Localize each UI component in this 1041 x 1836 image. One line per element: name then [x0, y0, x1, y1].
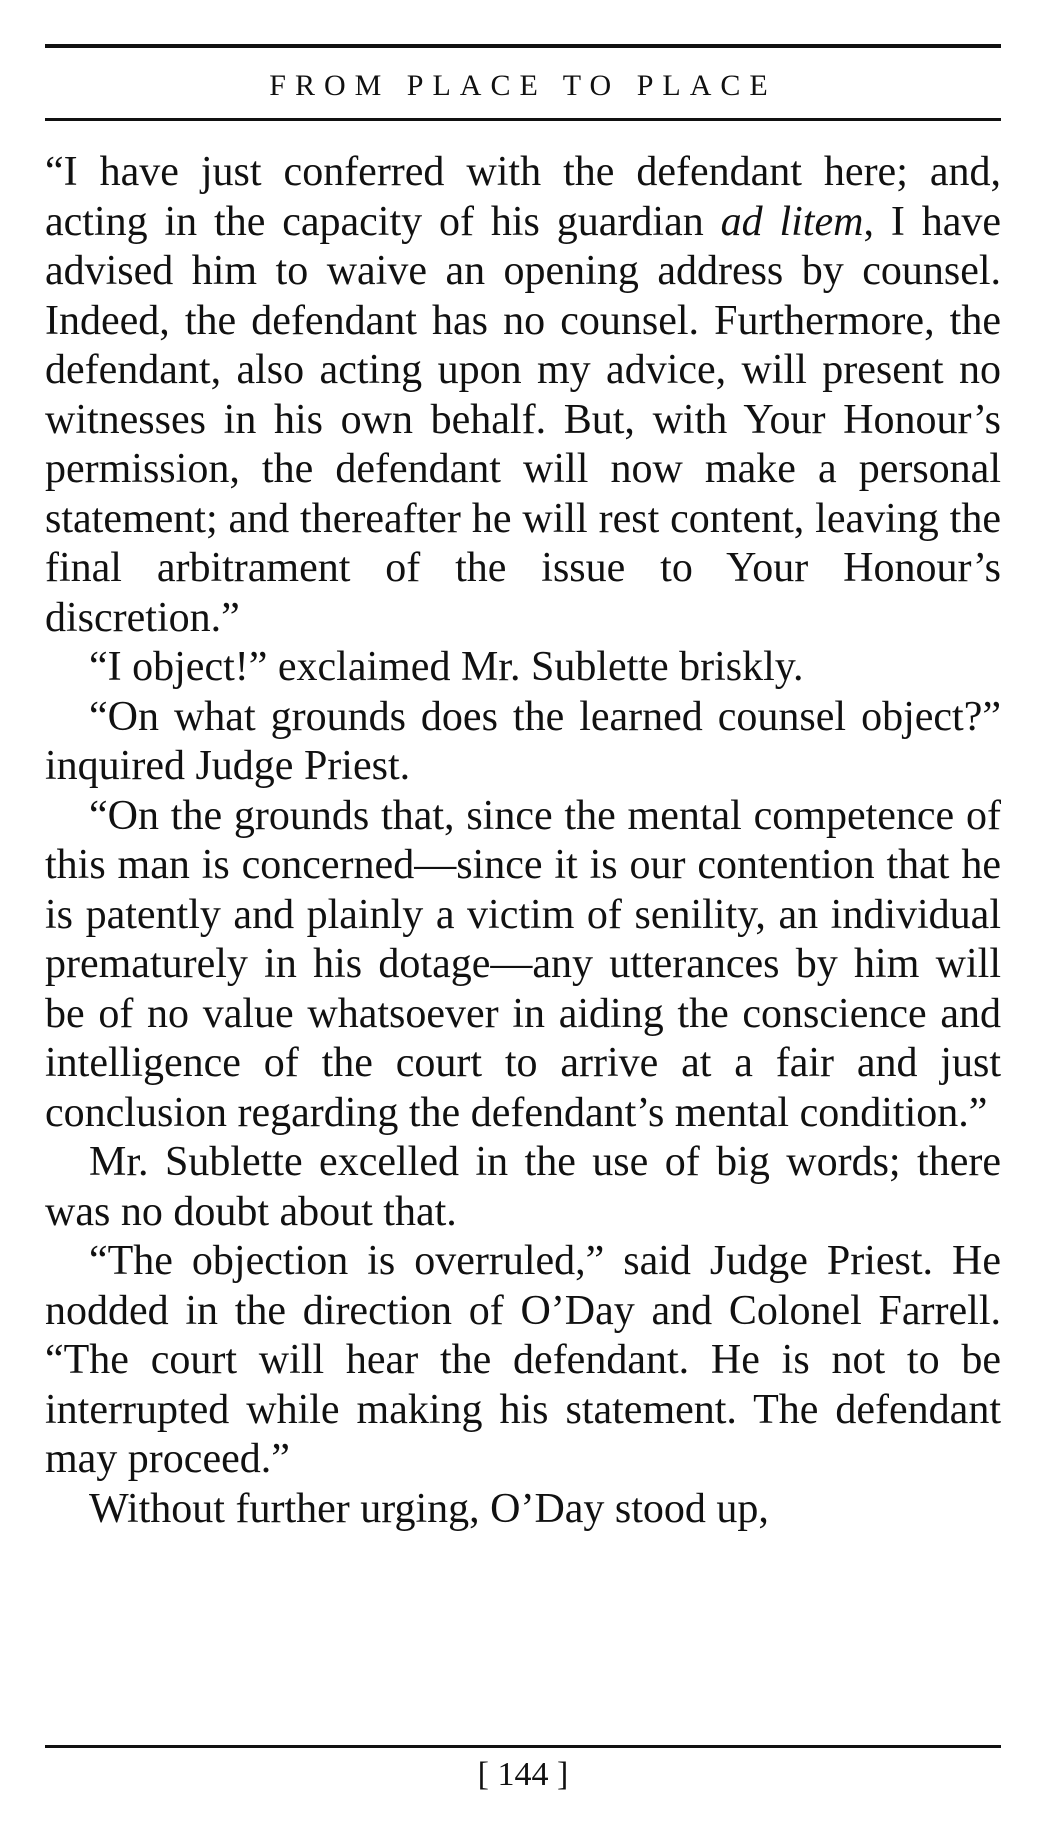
paragraph-4: “On the grounds that, since the mental competence of this man is concerned—since it is our contention that he is patently and plainly a victim of senility, an individual prematurely in his dotage—any utterances by him will be of no value whatsoever in aiding the conscience and intelligence of the court to arrive at a fair and just conclusion regarding the defendant’s mental condition.”	[45, 792, 1001, 1136]
paragraph-3: “On what grounds does the learned counsel object?” inquired Judge Priest.	[45, 693, 1001, 789]
top-rule	[45, 44, 1001, 48]
running-head: FROM PLACE TO PLACE	[269, 69, 777, 102]
header-rule	[45, 118, 1001, 121]
paragraph-6: “The objection is overruled,” said Judge Priest. He nodded in the direction of O’Day and Colonel Farrell. “The court will hear the defendant. He is not to be interrupted while making his statement. The defendant may proceed.”	[45, 1238, 1001, 1482]
paragraph-1-rest: , I have advised him to waive an opening address by counsel. Indeed, the defendant has no counsel. Furthermore, the defendant, also acting upon my advice, will present no witnesses in his own behalf. But, with Your Honour’s permission, the defendant will now make a personal statement; and thereafter he will rest content, leaving the final arbitrament of the issue to Your Honour’s discretion.”	[45, 198, 1001, 641]
paragraph-1-start: “I have just conferred with the defendant here; and, acting in the capacity of his guardian	[45, 149, 1001, 245]
paragraph-2: “I object!” exclaimed Mr. Sublette briskly.	[89, 644, 804, 690]
page-number: [ 144 ]	[477, 1756, 569, 1793]
paragraph-7: Without further urging, O’Day stood up,	[89, 1485, 769, 1532]
bottom-rule	[45, 1745, 1001, 1748]
body-text	[45, 148, 1001, 1534]
paragraph-1	[45, 148, 1001, 643]
paragraph-5: Mr. Sublette excelled in the use of big words; there was no doubt about that.	[45, 1139, 1001, 1235]
paragraph-1-italic: ad litem	[720, 198, 864, 245]
